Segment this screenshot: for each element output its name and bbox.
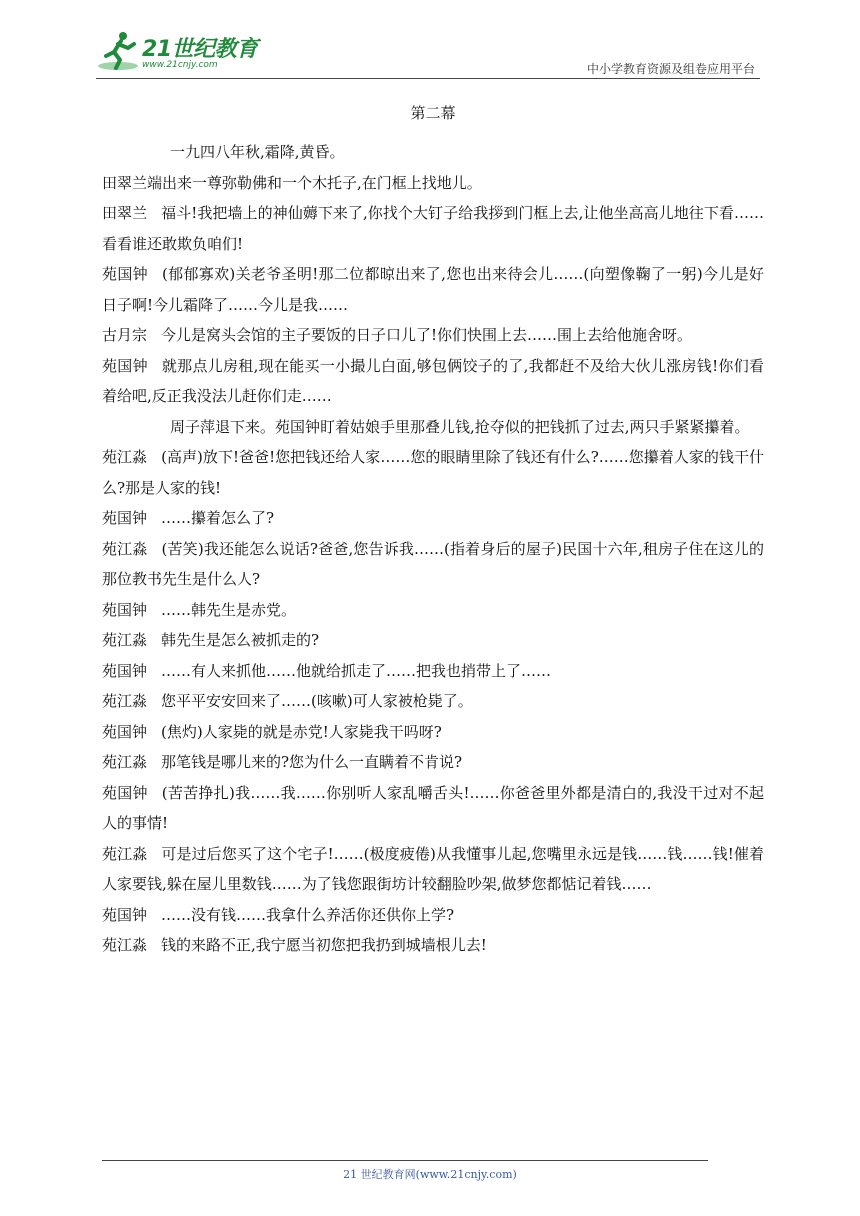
speaker-name: 苑国钟 (102, 905, 148, 924)
stage-direction (102, 137, 764, 168)
footer-divider (102, 1160, 708, 1161)
speaker-name: 苑国钟 (102, 600, 148, 619)
line-text: (苦笑)我还能怎么说话?爸爸,您告诉我……(指着身后的屋子)民国十六年,租房子住在这儿的那位教书先生是什么人? (102, 539, 764, 588)
speaker-name: 苑国钟 (102, 356, 148, 375)
dialogue-line (102, 442, 764, 503)
document-body (102, 102, 764, 961)
speaker-name: 苑国钟 (102, 722, 148, 741)
line-text: (苦苦挣扎)我……我……你别听人家乱嚼舌头!……你爸爸里外都是清白的,我没干过对不起人的事情! (102, 783, 764, 832)
script-text (102, 137, 764, 961)
logo-text: 21世纪教育 (142, 37, 258, 62)
line-text: 那笔钱是哪儿来的?您为什么一直瞒着不肯说? (161, 753, 463, 771)
header-divider (96, 78, 760, 79)
dialogue-line (102, 198, 764, 259)
dialogue-line (102, 747, 764, 778)
dialogue-line (102, 595, 764, 626)
line-text: 周子萍退下来。苑国钟盯着姑娘手里那叠儿钱,抢夺似的把钱抓了过去,两只手紧紧攥着。 (170, 417, 750, 436)
speaker-name: 苑江淼 (102, 753, 148, 771)
speaker-name: 苑江淼 (102, 448, 148, 466)
line-text: (焦灼)人家毙的就是赤党!人家毙我干吗呀? (161, 722, 442, 741)
line-text: 田翠兰端出来一尊弥勒佛和一个木托子,在门框上找地儿。 (102, 173, 482, 192)
speaker-name: 苑江淼 (102, 936, 148, 954)
speaker-name: 苑江淼 (102, 692, 148, 710)
speaker-name: 苑江淼 (102, 844, 148, 863)
dialogue-line (102, 320, 764, 351)
line-text: ……攥着怎么了? (161, 509, 275, 527)
line-text: ……没有钱……我拿什么养活你还供你上学? (161, 905, 455, 924)
dialogue-line (102, 686, 764, 717)
speaker-name: 苑江淼 (102, 631, 148, 649)
speaker-name: 田翠兰 (102, 204, 148, 222)
line-text: 今儿是窝头会馆的主子要饭的日子口儿了!你们快围上去……围上去给他施舍呀。 (161, 326, 693, 344)
dialogue-line (102, 534, 764, 595)
act-title: 第二幕 (410, 104, 456, 122)
dialogue-line (102, 717, 764, 748)
line-text: 福斗!我把墙上的神仙薅下来了,你找个大钉子给我拶到门框上去,让他坐高高儿地往下看……看看谁还敢欺负咱们! (102, 204, 764, 253)
line-text: 韩先生是怎么被抓走的? (161, 631, 320, 649)
speaker-name: 苑江淼 (102, 539, 148, 558)
dialogue-line (102, 503, 764, 534)
dialogue-line (102, 351, 764, 412)
line-text: 您平平安安回来了……(咳嗽)可人家被枪毙了。 (161, 692, 473, 710)
logo (96, 30, 266, 80)
dialogue-line (102, 839, 764, 900)
stage-direction (102, 412, 764, 443)
dialogue-line (102, 778, 764, 839)
line-text: (高声)放下!爸爸!您把钱还给人家……您的眼睛里除了钱还有什么?……您攥着人家的钱干什么?那是人家的钱! (102, 448, 764, 497)
line-text: 可是过后您买了这个宅子!……(极度疲倦)从我懂事儿起,您嘴里永远是钱……钱……钱!催着人家要钱,躲在屋儿里数钱……为了钱您跟街坊计较翻脸吵架,做梦您都惦记着钱…… (102, 844, 764, 893)
dialogue-line (102, 900, 764, 931)
dialogue-line (102, 625, 764, 656)
line-text: (郁郁寡欢)关老爷圣明!那二位都晾出来了,您也出来待会儿……(向塑像鞠了一躬)今儿是好日子啊!今儿霜降了……今儿是我…… (102, 265, 764, 314)
line-text: 就那点儿房租,现在能买一小撮儿白面,够包俩饺子的了,我都赶不及给大伙儿涨房钱!你们看着给吧,反正我没法儿赶你们走…… (102, 356, 764, 405)
line-text: ……韩先生是赤党。 (161, 600, 297, 619)
dialogue-line (102, 259, 764, 320)
logo-url: www.21cnjy.com (142, 60, 218, 70)
speaker-name: 古月宗 (102, 326, 148, 344)
line-text: 钱的来路不正,我宁愿当初您把我扔到城墙根儿去! (161, 936, 487, 954)
dialogue-line (102, 656, 764, 687)
runner-logo-icon (96, 30, 140, 72)
speaker-name: 苑国钟 (102, 783, 148, 802)
line-text: ……有人来抓他……他就给抓走了……把我也捎带上了…… (161, 661, 552, 680)
line-text: 一九四八年秋,霜降,黄昏。 (170, 143, 345, 161)
speaker-name: 苑国钟 (102, 661, 148, 680)
narration-line (102, 168, 764, 199)
page-header (0, 0, 860, 80)
speaker-name: 苑国钟 (102, 265, 148, 283)
footer-text: 21 世纪教育网(www.21cnjy.com) (343, 1168, 517, 1181)
dialogue-line (102, 930, 764, 961)
platform-name: 中小学教育资源及组卷应用平台 (586, 62, 755, 76)
speaker-name: 苑国钟 (102, 509, 148, 527)
